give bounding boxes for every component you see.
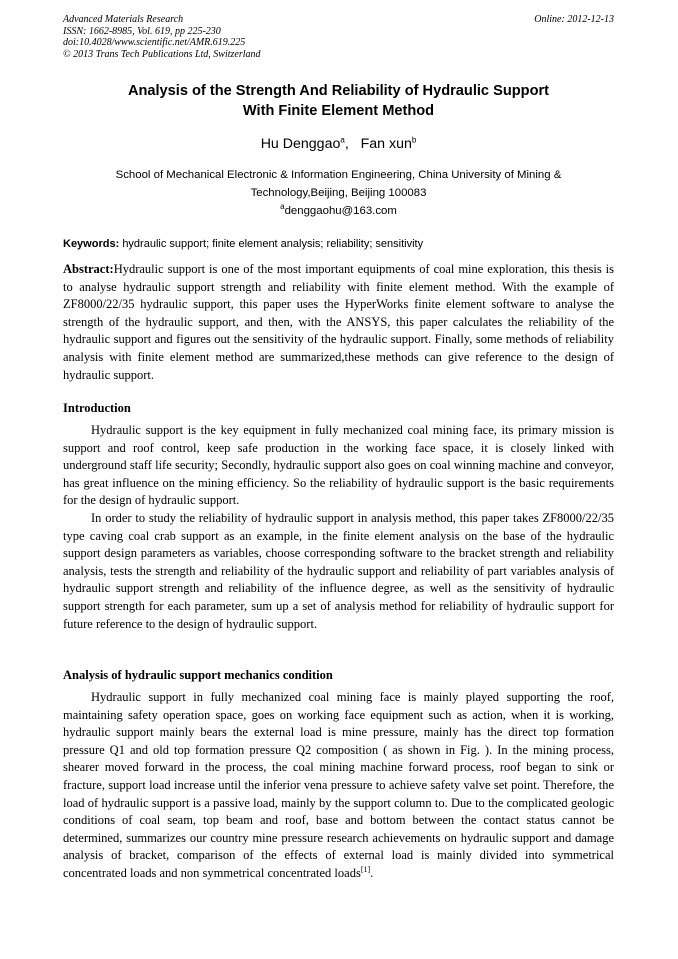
author-list [63, 134, 614, 154]
author-email [63, 202, 614, 220]
author-2-affil-mark: b [411, 135, 417, 145]
online-date: Online: 2012-12-13 [534, 14, 614, 25]
analysis-paragraph-1-text: Hydraulic support in fully mechanized coal mining face is mainly played supporting the roof, maintaining safety operation space, goes on working face equipment such as action, when it is working, hydraulic support mainly bears the external load is mine pressure, mainly has the direct top formation pressure Q1 and old top formation pressure Q2 composition ( as shown in Fig. ). In the mining process, shearer moved forward in the process, the coal mining machine forward process, roof began to sink or fracture, support load increase until the inferior vena pressure to achieve safety valve set point. Therefore, the load of hydraulic support is a passive load, mainly by the support column to. Due to the complicated geologic conditions of coal seam, top beam and roof, base and bottom between the contact status cannot be determined, summarizes our country mine pressure research achievements on hydraulic support and damage analysis of bracket, comparison of the effects of external load is mainly divided into symmetrical concentrated loads and non symmetrical concentrated loads [63, 690, 614, 880]
keywords-text: hydraulic support; finite element analysis; reliability; sensitivity [122, 238, 424, 250]
title-line-2: With Finite Element Method [242, 103, 435, 119]
analysis-paragraph-1-end: . [370, 865, 374, 880]
journal-doi: doi:10.4028/www.scientific.net/AMR.619.225 [63, 37, 246, 48]
abstract [63, 261, 614, 384]
author-1: Hu Denggao [260, 136, 341, 152]
paper-title [63, 81, 614, 121]
email-address: denggaohu@163.com [284, 205, 397, 217]
section-heading-analysis: Analysis of hydraulic support mechanics condition [63, 668, 333, 682]
title-line-1: Analysis of the Strength And Reliability of Hydraulic Support [127, 83, 550, 99]
author-2: Fan xun [360, 136, 412, 152]
introduction-paragraph-1: Hydraulic support is the key equipment in fully mechanized coal mining face, its primary mission is support and roof control, keep safe production in the working face space, it is closely linked with underground staff life security; Secondly, hydraulic support also goes on coal winning machine and conveyor, has great influence on the mining efficiency. So the reliability of hydraulic support is the basic requirements for the design of hydraulic support. [63, 423, 614, 508]
journal-name: Advanced Materials Research [63, 14, 184, 25]
affiliation-line-2: Technology,Beijing, Beijing 100083 [250, 187, 427, 199]
introduction-paragraph-2: In order to study the reliability of hydraulic support in analysis method, this paper takes ZF8000/22/35 type caving coal crab support as an example, in the finite element analysis on the base of the hydraulic support design parameters as variables, choose corresponding software to the bracket strength and reliability analysis, tests the strength and reliability of the hydraulic support and reliability of part variables analysis of hydraulic support strength and reliability of the influence degree, as well as the sensitivity of hydraulic support strength for each parameter, sum up a set of analysis method for reliability of hydraulic support for future reference to the design of hydraulic support. [63, 510, 614, 631]
abstract-text: Hydraulic support is one of the most important equipments of coal mine exploration, this thesis is to analyse hydraulic support strength and reliability with finite element method. With the example of ZF8000/22/35 hydraulic support, this paper uses the HyperWorks finite element software to analyse the strength of the hydraulic support, and then, with the ANSYS, this paper calculates the reliability of the hydraulic support and figures out the sensitivity of the hydraulic support. Finally, some methods of reliability analysis with finite element method are summarized,these methods can give reference to the design of hydraulic support. [63, 262, 614, 382]
journal-copyright: © 2013 Trans Tech Publications Ltd, Switzerland [63, 48, 261, 60]
abstract-label: Abstract: [63, 262, 114, 276]
author-separator: , [344, 136, 349, 152]
affiliation [63, 166, 614, 220]
analysis-paragraph-1 [63, 689, 614, 883]
introduction-section [63, 422, 614, 633]
affiliation-line-1: School of Mechanical Electronic & Information Engineering, China University of Mining & [115, 169, 562, 181]
journal-issn: ISSN: 1662-8985, Vol. 619, pp 225-230 [63, 25, 221, 37]
author-1-affil-mark: a [340, 135, 345, 145]
keywords-label: Keywords: [63, 238, 120, 250]
email-affil-mark: a [280, 202, 285, 212]
citation-ref-1: [1] [360, 864, 371, 874]
section-heading-introduction: Introduction [63, 401, 131, 415]
journal-header [63, 14, 261, 60]
analysis-section [63, 689, 614, 883]
keywords [63, 236, 614, 252]
